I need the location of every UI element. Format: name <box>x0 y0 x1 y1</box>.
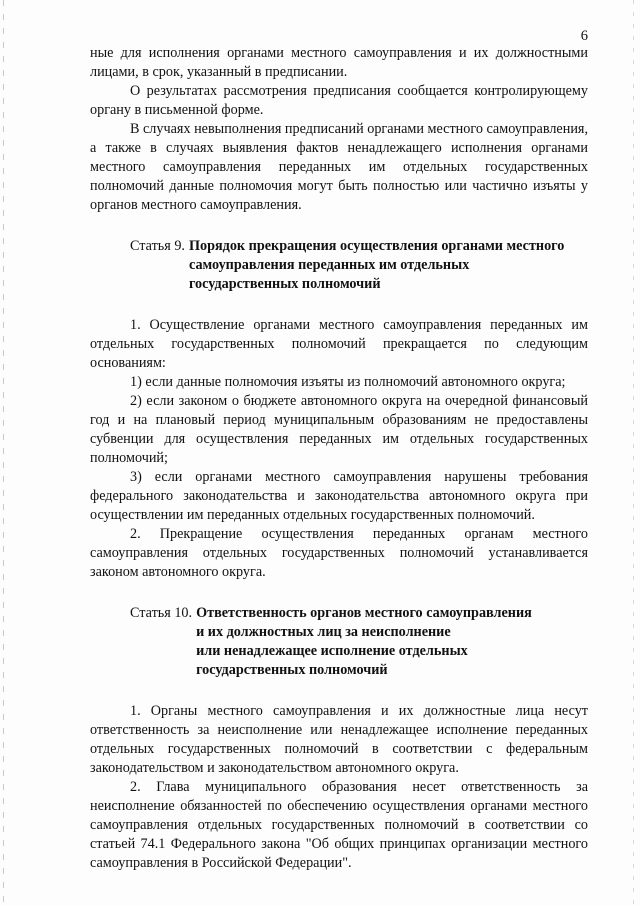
scan-edge-right <box>633 0 634 905</box>
article-10-heading <box>90 604 588 680</box>
article-10-clause-1: 1. Органы местного самоуправления и их должностные лица несут ответственность за неисполнение или ненадлежащее исполнение переданных отдельных государственных полномочий в соответствии с федеральным законодательством и законодательством автономного округа. <box>90 703 588 776</box>
article-9-clause-2: 2. Прекращение осуществления переданных органам местного самоуправления отдельных государственных полномочий устанавливается законом автономного округа. <box>90 526 588 580</box>
article-9-item-3: 3) если органами местного самоуправления нарушены требования федерального законодательства и законодательства автономного округа при осуществлении им переданных отдельных государственных полномочий. <box>90 469 588 523</box>
paragraph-continuation: ные для исполнения органами местного самоуправления и их должностными лицами, в срок, указанный в предписании. <box>90 45 588 80</box>
scan-edge-left <box>3 0 4 905</box>
article-9-clause-1: 1. Осуществление органами местного самоуправления переданных им отдельных государственных полномочий прекращается по следующим основаниям: <box>90 317 588 371</box>
document-body <box>90 44 588 873</box>
article-10-clause-2: 2. Глава муниципального образования несет ответственность за неисполнение обязанностей по обеспечению осуществления органами местного самоуправления отдельных государственных полномочий в соответствии со статьей 74.1 Федерального закона "Об общих принципах организации местного самоуправления в Российской Федерации". <box>90 779 588 871</box>
article-9-title: Порядок прекращения осуществления органами местного самоуправления переданных им отдельных государственных полномочий <box>188 238 565 292</box>
paragraph-withdrawal: В случаях невыполнения предписаний органами местного самоуправления, а также в случаях выявления фактов ненадлежащего исполнения органами местного самоуправления переданных им отдельных государственных полномочий данные полномочия могут быть полностью или частично изъяты у органов местного самоуправления. <box>90 121 588 213</box>
article-9-item-2: 2) если законом о бюджете автономного округа на очередной финансовый год и на плановый период муниципальным образованиям не предоставлены субвенции для осуществления переданных им отдельных государственных полномочий; <box>90 393 588 466</box>
paragraph-results: О результатах рассмотрения предписания сообщается контролирующему органу в письменной форме. <box>90 83 588 118</box>
page-number: 6 <box>580 28 588 44</box>
article-9-item-1: 1) если данные полномочия изъяты из полномочий автономного округа; <box>130 374 566 390</box>
article-10-label: Статья 10. <box>130 605 193 621</box>
article-9-label: Статья 9. <box>130 238 185 254</box>
article-9-heading <box>90 237 588 294</box>
article-10-title: Ответственность органов местного самоуправления и их должностных лиц за неисполнение или ненадлежащее исполнение отдельных государственных полномочий <box>196 605 532 678</box>
